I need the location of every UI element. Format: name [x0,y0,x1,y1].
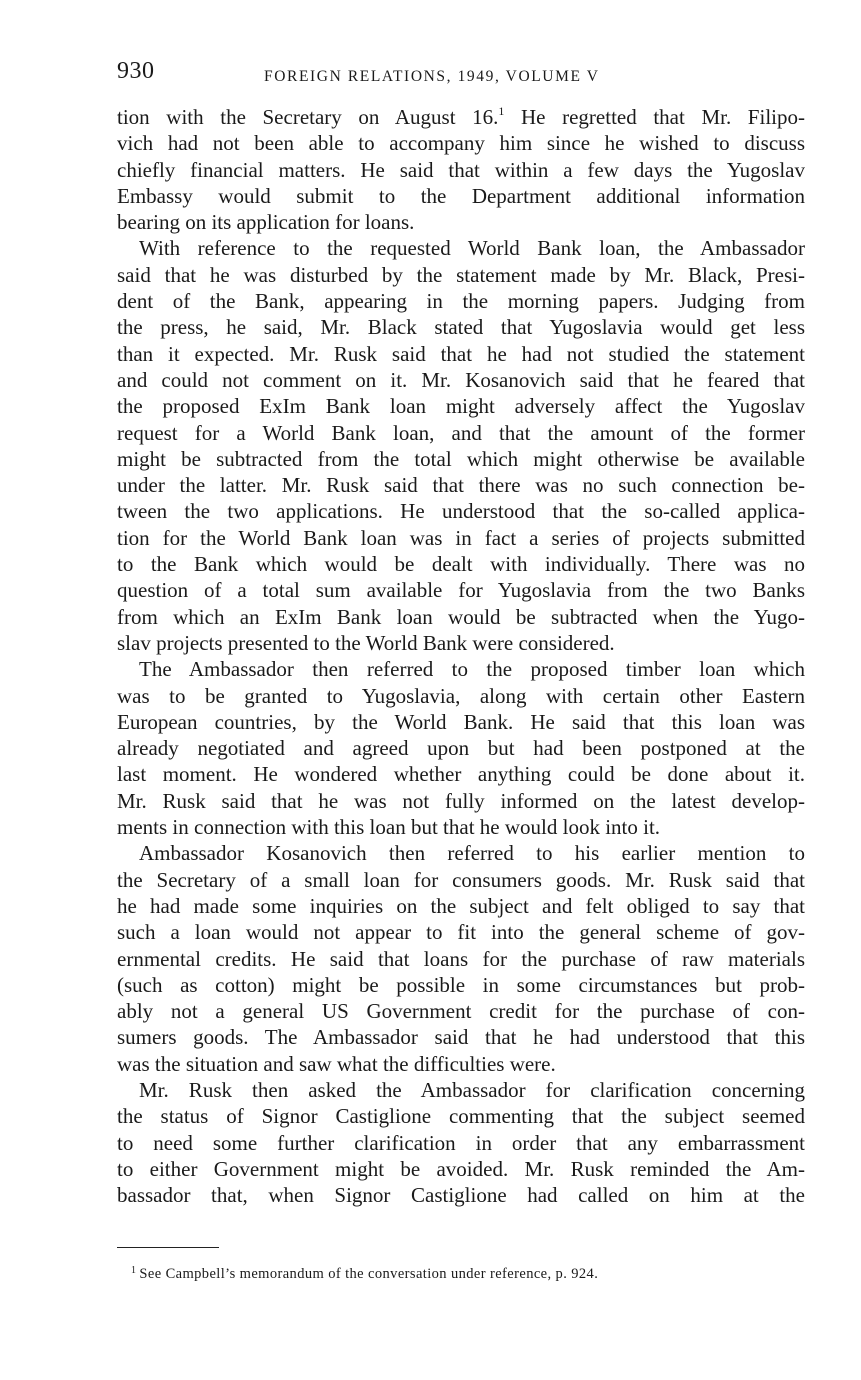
paragraph [117,840,805,1077]
page-header [117,58,807,92]
text-line: ments in connection with this loan but that he would look into it. [117,815,661,840]
text-line: Ambassador Kosanovich then referred to his earlier mention to [139,841,805,866]
text-line: was to be granted to Yugoslavia, along with certain other Eastern [117,683,805,708]
text-line: question of a total sum available for Yugoslavia from the two Banks [117,578,805,603]
text-line: sumers goods. The Ambassador said that he had understood that this [117,1025,805,1050]
text-line: tween the two applications. He understood that the so-called applica- [117,499,805,524]
text-line: than it expected. Mr. Rusk said that he had not studied the statement [117,341,805,366]
text-line: might be subtracted from the total which might otherwise be available [117,446,805,471]
footnote-reference: 1 [498,104,505,118]
text-line: ably not a general US Government credit for the purchase of con- [117,999,805,1024]
text-line: from which an ExIm Bank loan would be subtracted when the Yugo- [117,604,805,629]
footnote-marker: 1 [131,1265,137,1276]
text-line: the status of Signor Castiglione commenting that the subject seemed [117,1104,805,1129]
text-line: chiefly financial matters. He said that within a few days the Yugoslav [117,157,805,182]
text-line: European countries, by the World Bank. He said that this loan was [117,709,805,734]
footnote-text: See Campbell’s memorandum of the conversation under reference, p. 924. [139,1266,599,1282]
text-line: Mr. Rusk then asked the Ambassador for clarification concerning [139,1077,805,1102]
text-line: was the situation and saw what the difficulties were. [117,1051,556,1076]
text-line: the proposed ExIm Bank loan might adversely affect the Yugoslav [117,394,805,419]
paragraph [117,235,805,656]
text-line: already negotiated and agreed upon but had been postponed at the [117,736,805,761]
text-line: he had made some inquiries on the subject and felt obliged to say that [117,893,805,918]
paragraph [117,656,805,840]
text-line: slav projects presented to the World Bank were considered. [117,630,615,655]
text-line: bassador that, when Signor Castiglione had called on him at the [117,1183,805,1208]
text-line: to the Bank which would be dealt with individually. There was no [117,552,805,577]
running-head: FOREIGN RELATIONS, 1949, VOLUME V [264,68,600,85]
line-text: tion with the Secretary on August 16. [117,105,499,129]
text-line: tion for the World Bank loan was in fact a series of projects submitted [117,525,805,550]
body-text [117,104,805,1208]
text-line: to either Government might be avoided. Mr. Rusk reminded the Am- [117,1156,805,1181]
text-line: to need some further clarification in order that any embarrassment [117,1130,805,1155]
text-line: the Secretary of a small loan for consumers goods. Mr. Rusk said that [117,867,805,892]
footnote [131,1266,598,1283]
text-line: dent of the Bank, appearing in the morning papers. Judging from [117,289,805,314]
text-line: bearing on its application for loans. [117,210,415,235]
paragraph [117,1077,805,1208]
text-line: With reference to the requested World Bank loan, the Ambassador [139,236,805,261]
line-text: He regretted that Mr. Filipo- [504,105,805,129]
paragraph [117,104,805,235]
text-line: the press, he said, Mr. Black stated that Yugoslavia would get less [117,315,805,340]
text-line: and could not comment on it. Mr. Kosanovich said that he feared that [117,367,805,392]
text-line: The Ambassador then referred to the proposed timber loan which [139,657,805,682]
text-line: Embassy would submit to the Department additional information [117,183,805,208]
text-line: vich had not been able to accompany him since he wished to discuss [117,131,805,156]
page-number: 930 [117,58,155,84]
text-line: under the latter. Mr. Rusk said that there was no such connection be- [117,473,805,498]
text-line: ernmental credits. He said that loans for the purchase of raw materials [117,946,805,971]
text-line: Mr. Rusk said that he was not fully informed on the latest develop- [117,788,805,813]
text-line [117,104,805,130]
text-line: (such as cotton) might be possible in some circumstances but prob- [117,972,805,997]
text-line: last moment. He wondered whether anything could be done about it. [117,762,805,787]
text-line: such a loan would not appear to fit into the general scheme of gov- [117,920,805,945]
text-line: said that he was disturbed by the statement made by Mr. Black, Presi- [117,262,805,287]
footnote-rule [117,1247,219,1248]
text-line: request for a World Bank loan, and that the amount of the former [117,420,805,445]
